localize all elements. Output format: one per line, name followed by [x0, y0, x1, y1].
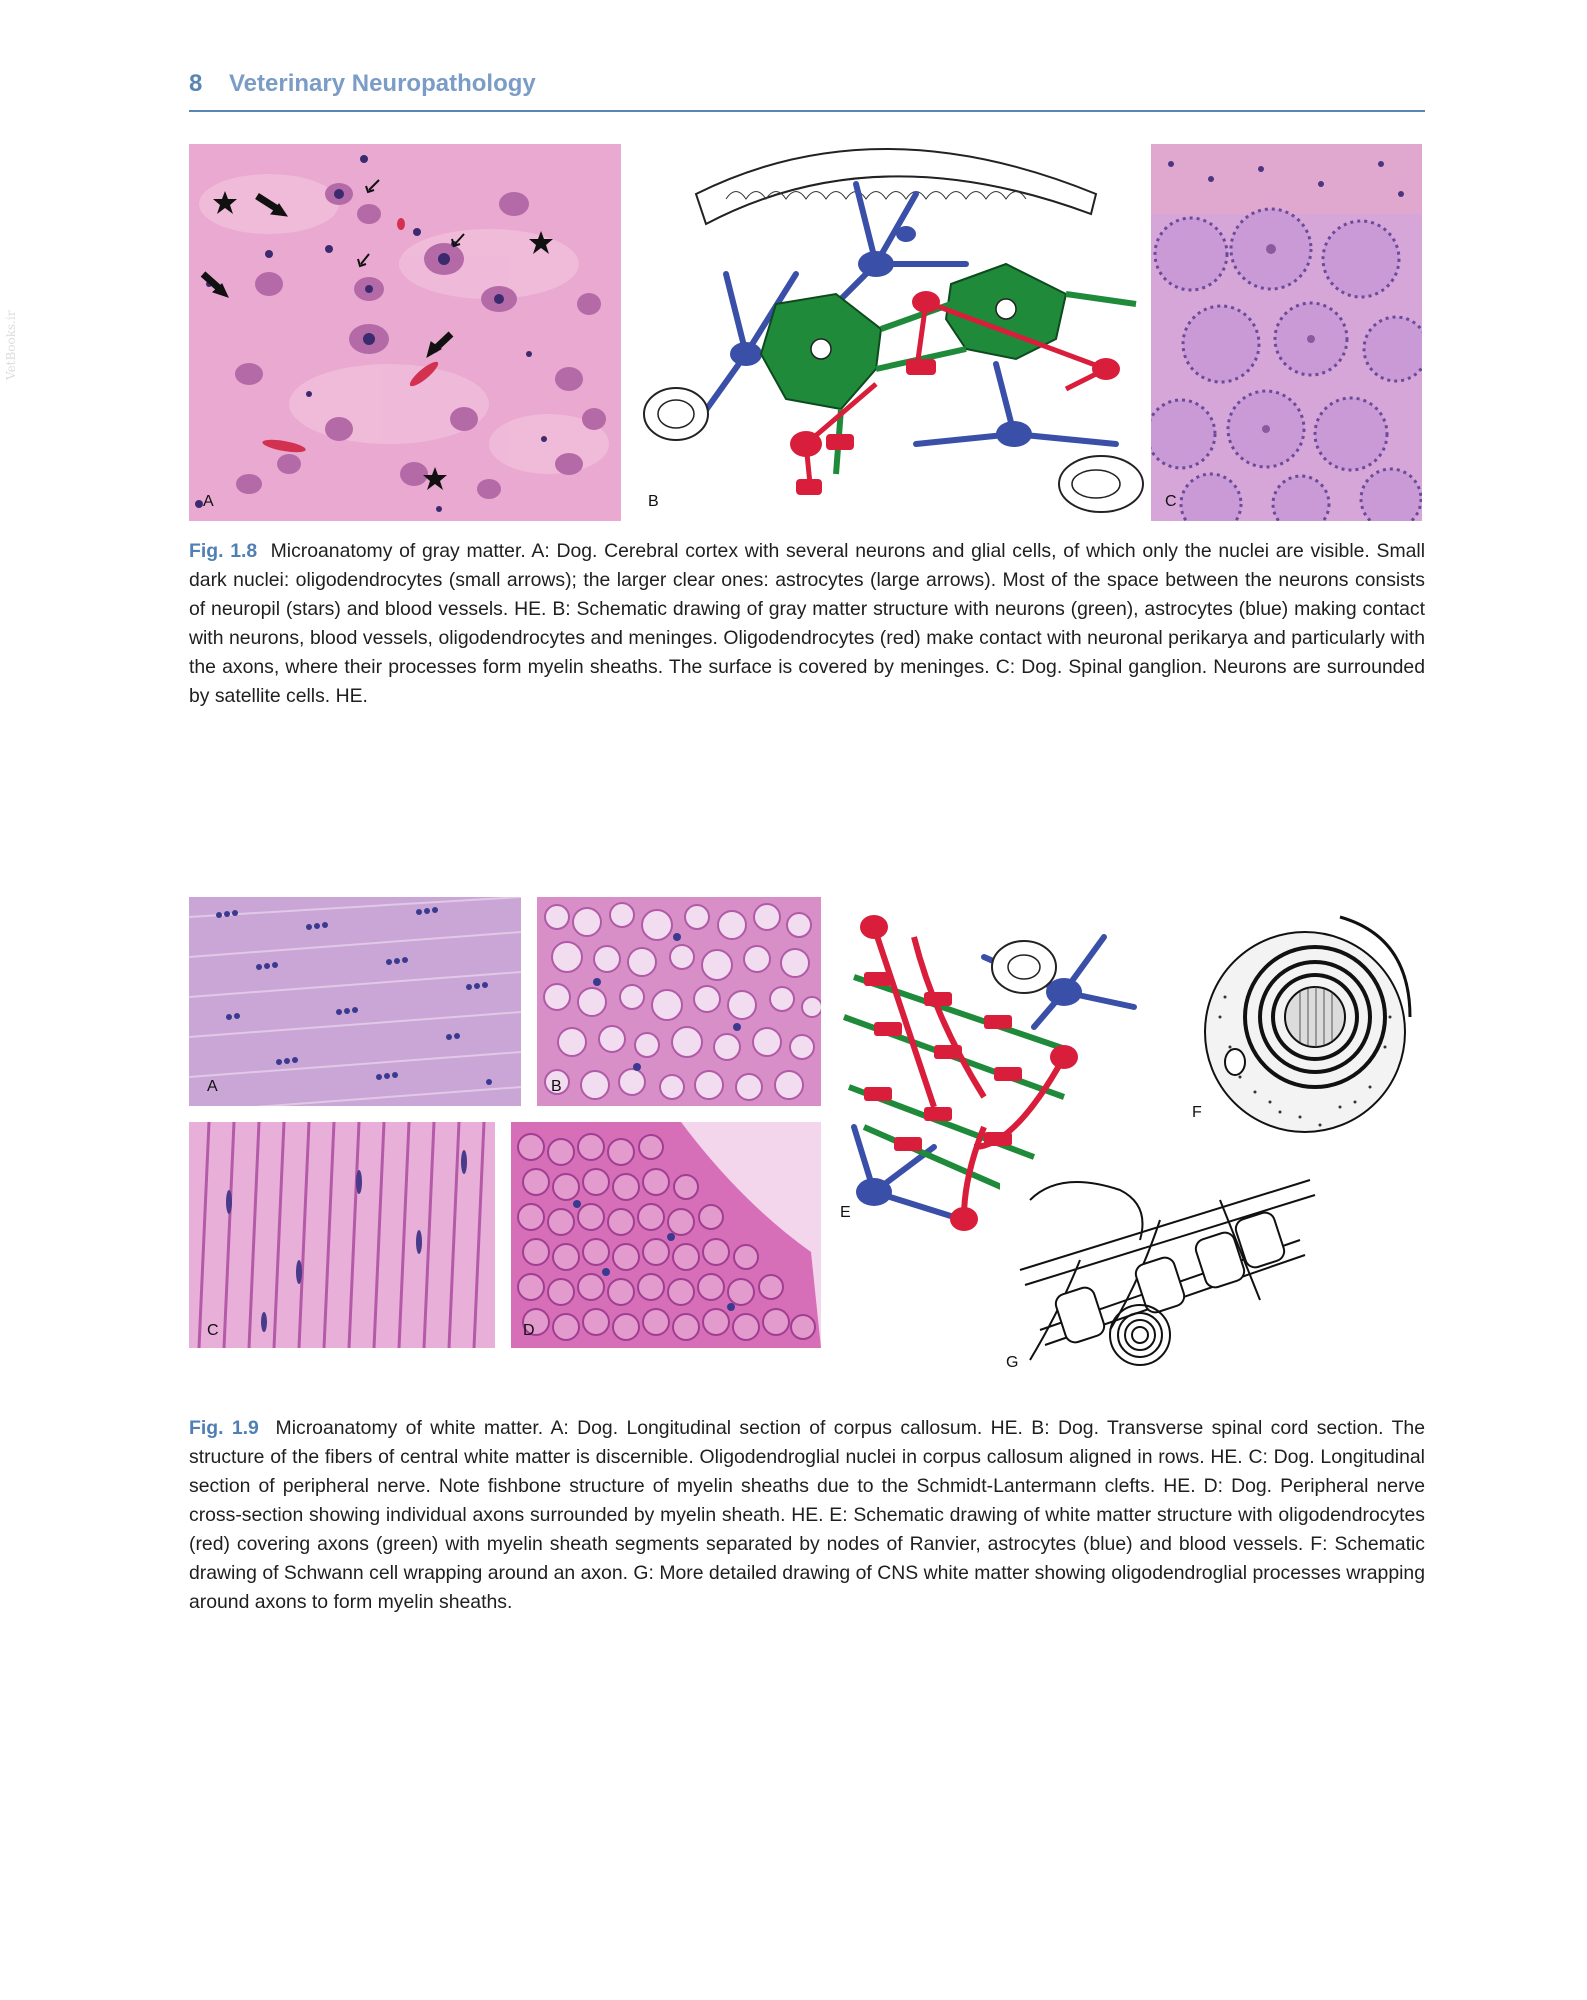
panel-label-d: D — [523, 1322, 535, 1339]
fig-1-9-panel-c — [189, 1122, 495, 1348]
fig-1-8-panel-b — [636, 144, 1148, 521]
gray-matter-schematic — [636, 144, 1148, 521]
fig-1-9-panel-b — [537, 897, 821, 1106]
running-header — [189, 66, 1425, 112]
corpus-callosum-micrograph — [189, 897, 521, 1106]
panel-label-c: C — [1165, 493, 1177, 510]
page-number: 8 — [189, 70, 203, 97]
cns-white-matter-drawing — [1000, 1160, 1330, 1372]
peripheral-nerve-longitudinal-micrograph — [189, 1122, 495, 1348]
spinal-ganglion-micrograph — [1151, 144, 1422, 521]
panel-label-e: E — [840, 1204, 851, 1221]
panel-label-b: B — [648, 493, 659, 510]
fig-1-8-caption — [189, 537, 1425, 711]
fig-1-9-panel-g — [1000, 1160, 1330, 1372]
fig-1-9-label: Fig. 1.9 — [189, 1417, 259, 1439]
fig-1-8-panel-c — [1151, 144, 1422, 521]
panel-label-a: A — [203, 493, 214, 510]
cortex-micrograph — [189, 144, 621, 521]
fig-1-9-panel-f — [1180, 897, 1425, 1142]
watermark: VetBooks.ir — [4, 310, 18, 380]
fig-1-8-panel-a — [189, 144, 621, 521]
fig-1-8-label: Fig. 1.8 — [189, 540, 258, 562]
schwann-cell-drawing — [1180, 897, 1425, 1142]
fig-1-9-caption — [189, 1414, 1425, 1617]
peripheral-nerve-cross-section-micrograph — [511, 1122, 821, 1348]
fig-1-9-panel-a — [189, 897, 521, 1106]
panel-label-g: G — [1006, 1354, 1019, 1371]
fig-1-9-panel-d — [511, 1122, 821, 1348]
panel-label-c: C — [207, 1322, 219, 1339]
panel-label-b: B — [551, 1078, 562, 1095]
book-title: Veterinary Neuropathology — [229, 70, 536, 97]
spinal-cord-transverse-micrograph — [537, 897, 821, 1106]
fig-1-9-caption-text: Microanatomy of white matter. A: Dog. Longitudinal section of corpus callosum. HE. B: Dog. Transverse spinal cord section. The structure of the fibers of central white matter is discernible. Oligodendroglial nuclei in corpus callosum aligned in rows. HE. C: Dog. Longitudinal section of peripheral nerve. Note fishbone structure of myelin sheaths due to the Schmidt-Lantermann clefts. HE. D: Dog. Peripheral nerve cross-section showing individual axons surrounded by myelin sheath. HE. E: Schematic drawing of white matter structure with oligodendrocytes (red) covering axons (green) with myelin sheath segments separated by nodes of Ranvier, astrocytes (blue) and blood vessels. F: Schematic drawing of Schwann cell wrapping around an axon. G: More detailed drawing of CNS white matter showing oligodendroglial processes wrapping around axons to form myelin sheaths. — [189, 1417, 1425, 1613]
panel-label-f: F — [1192, 1104, 1202, 1121]
panel-label-a: A — [207, 1078, 218, 1095]
fig-1-8-caption-text: Microanatomy of gray matter. A: Dog. Cerebral cortex with several neurons and glial cells, of which only the nuclei are visible. Small dark nuclei: oligodendrocytes (small arrows); the larger clear ones: astrocytes (large arrows). Most of the space between the neurons consists of neuropil (stars) and blood vessels. HE. B: Schematic drawing of gray matter structure with neurons (green), astrocytes (blue) making contact with neurons, blood vessels, oligodendrocytes and meninges. Oligodendrocytes (red) make contact with neuronal perikarya and particularly with the axons, where their processes form myelin sheaths. The surface is covered by meninges. C: Dog. Spinal ganglion. Neurons are surrounded by satellite cells. HE. — [189, 540, 1426, 707]
